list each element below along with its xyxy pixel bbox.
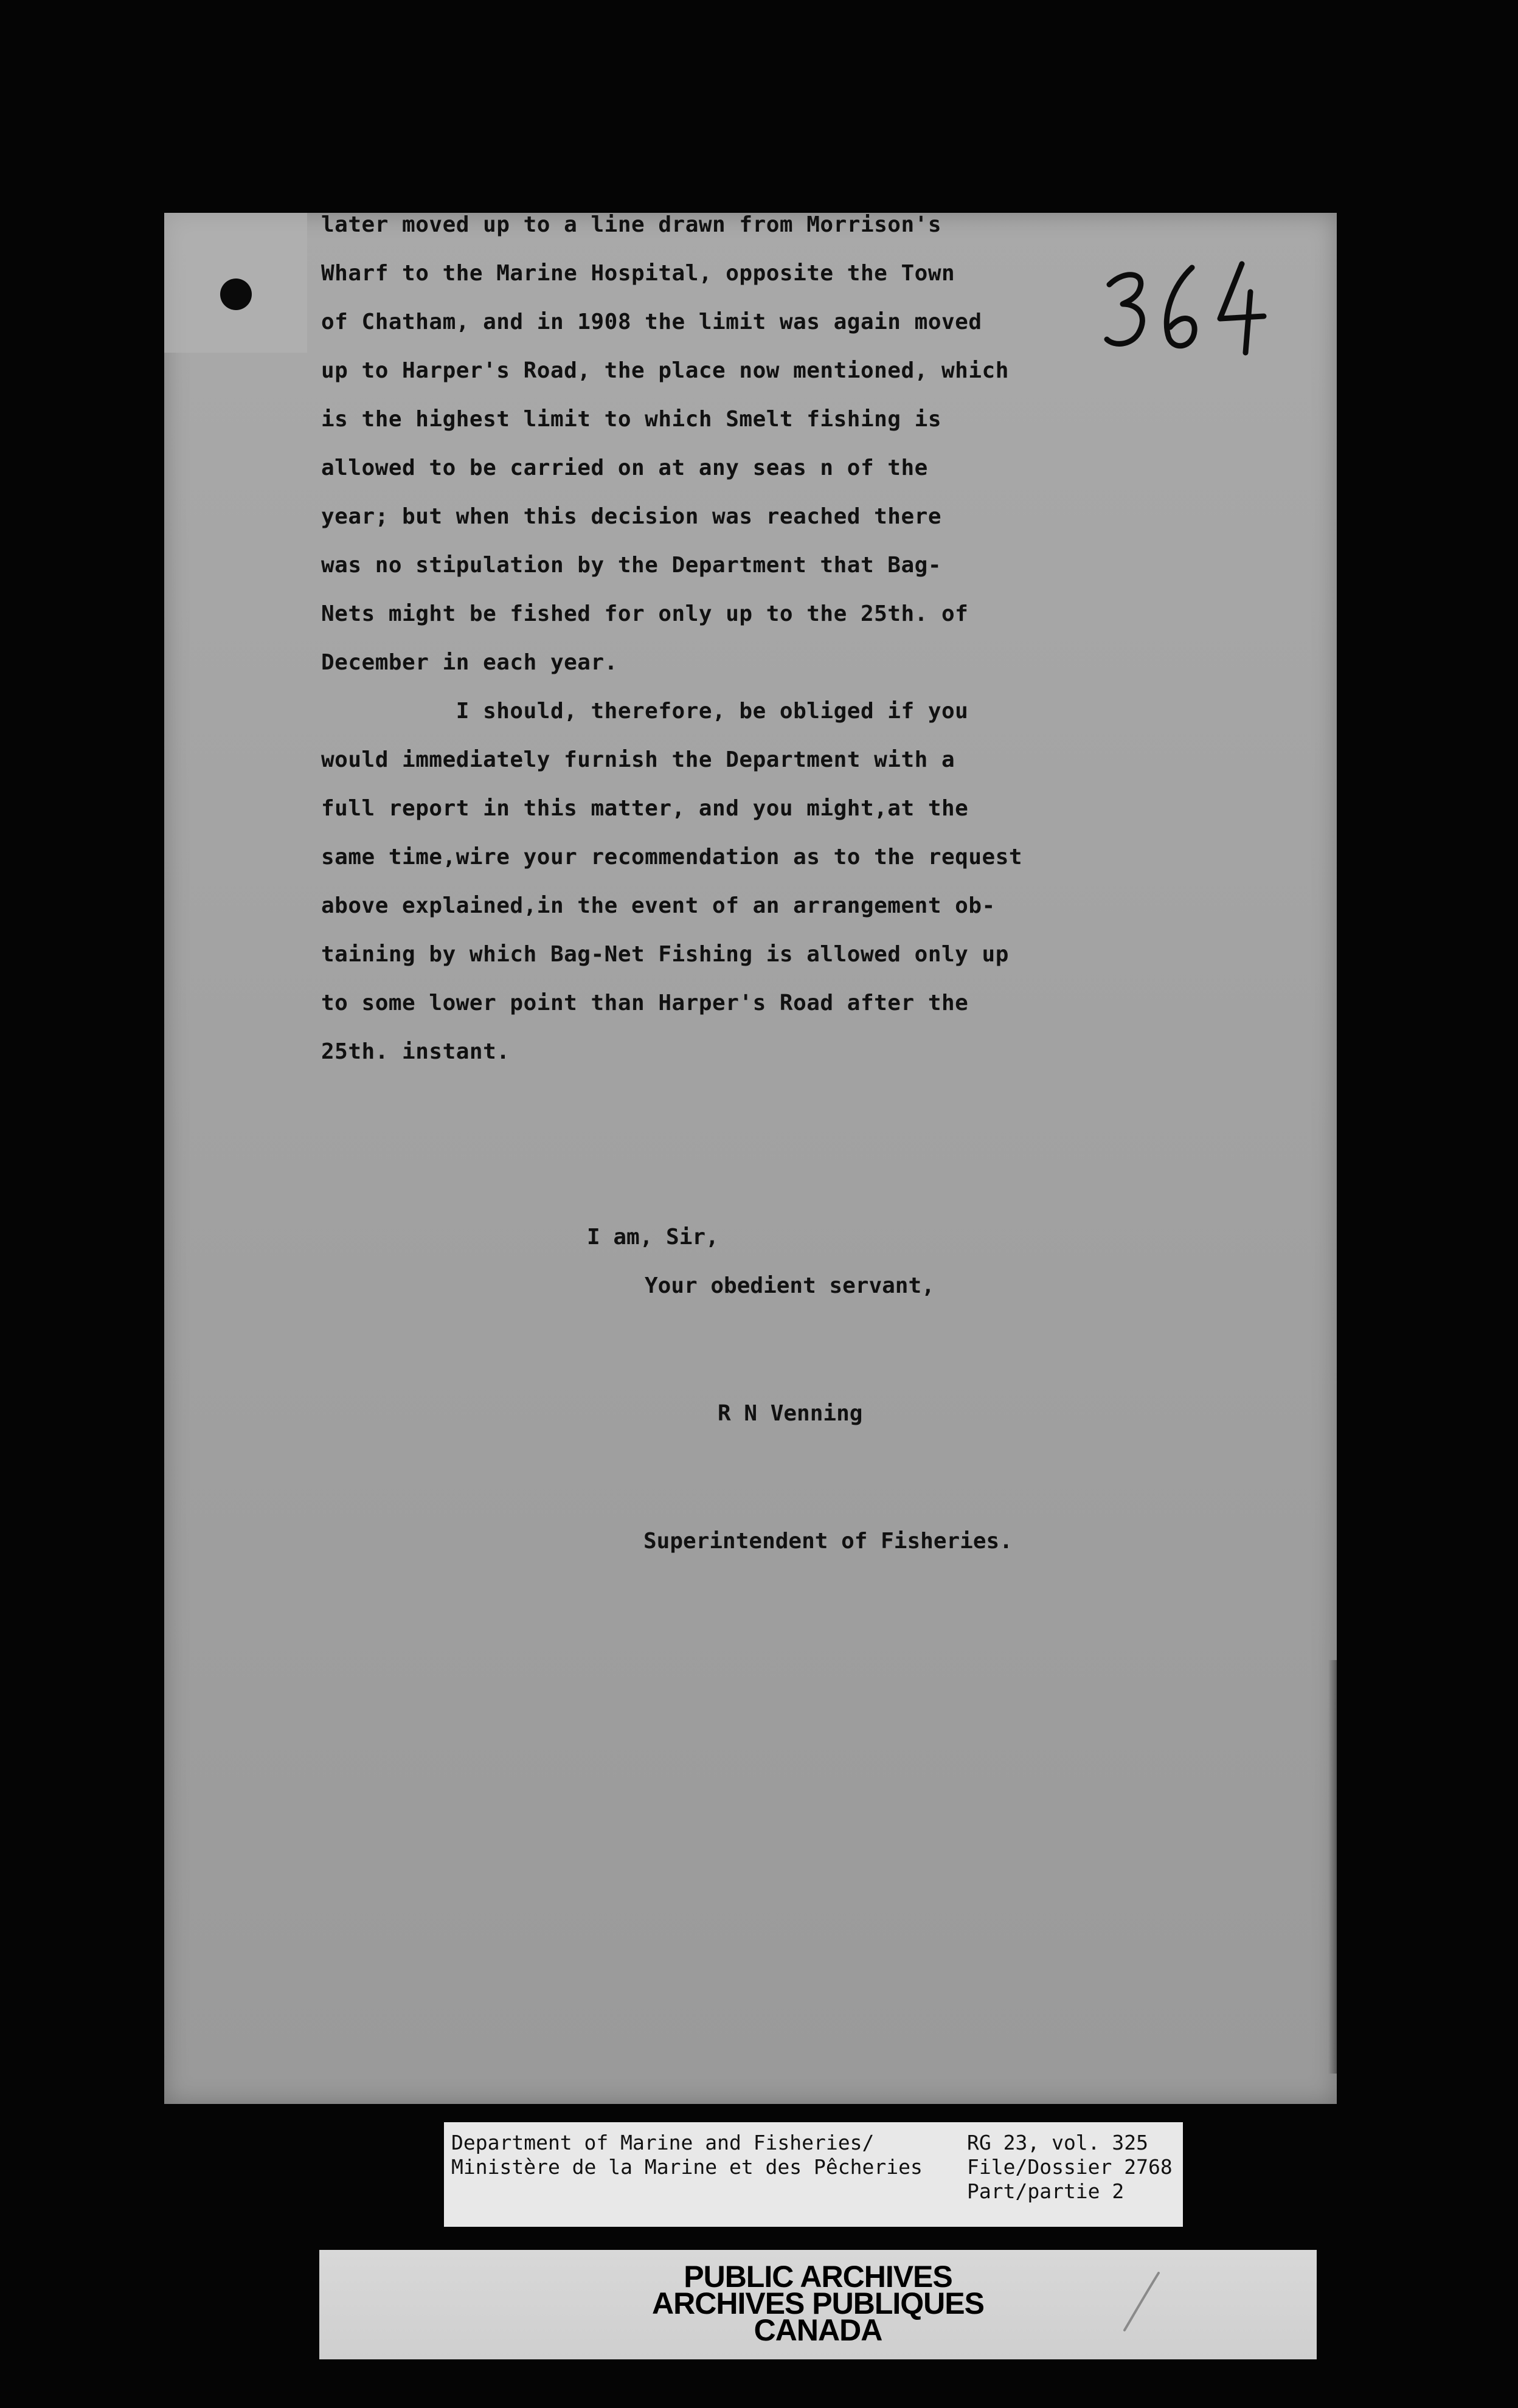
file-reference <box>967 2131 1173 2204</box>
punch-hole <box>220 279 252 310</box>
department-fr: Ministère de la Marine et des Pêcheries <box>451 2155 923 2179</box>
letter-line: would immediately furnish the Department with a <box>321 747 955 772</box>
stamp-line-country: CANADA <box>754 2313 882 2347</box>
letter-line: same time,wire your recommendation as to the request <box>321 845 1023 870</box>
letter-line: Wharf to the Marine Hospital, opposite the Town <box>321 261 955 286</box>
letter-body <box>321 201 1166 1076</box>
letter-line: was no stipulation by the Department that Bag- <box>321 553 941 578</box>
file-number: File/Dossier 2768 <box>967 2155 1173 2179</box>
letter-line: to some lower point than Harper's Road after the <box>321 991 969 1015</box>
department-names <box>451 2131 923 2179</box>
record-group: RG 23, vol. 325 <box>967 2131 1149 2154</box>
pencil-tick-mark <box>1116 2268 1171 2335</box>
page-edge-shadow <box>1328 1660 1337 2074</box>
signer-name: R N Venning <box>718 1401 863 1426</box>
complimentary-close: Your obedient servant, <box>645 1273 935 1298</box>
letter-line: full report in this matter, and you might,at the <box>321 796 969 821</box>
letter-line: I should, therefore, be obliged if you <box>321 699 969 724</box>
public-archives-stamp <box>319 2250 1317 2359</box>
signer-title: Superintendent of Fisheries. <box>643 1529 1013 1554</box>
letter-line: year; but when this decision was reached there <box>321 504 941 529</box>
letter-line: is the highest limit to which Smelt fishing is <box>321 407 941 432</box>
letter-line: Nets might be fished for only up to the 25th. of <box>321 601 969 626</box>
salutation: I am, Sir, <box>587 1225 719 1250</box>
stamp-line-fr: ARCHIVES PUBLIQUES <box>652 2286 984 2320</box>
letter-line: up to Harper's Road, the place now mentioned, which <box>321 358 1009 383</box>
letter-line: of Chatham, and in 1908 the limit was again moved <box>321 310 982 334</box>
letter-line: above explained,in the event of an arrangement ob- <box>321 893 996 918</box>
letter-line: taining by which Bag-Net Fishing is allowed only up <box>321 942 1009 967</box>
letter-line: later moved up to a line drawn from Morrison's <box>321 212 941 237</box>
department-en: Department of Marine and Fisheries/ <box>451 2131 875 2154</box>
letter-line: 25th. instant. <box>321 1039 510 1064</box>
letter-line: allowed to be carried on at any seas n of the <box>321 455 928 480</box>
stamp-line-en: PUBLIC ARCHIVES <box>684 2260 952 2294</box>
part-number: Part/partie 2 <box>967 2179 1125 2203</box>
letter-line: December in each year. <box>321 650 618 675</box>
archive-reference-label <box>444 2122 1183 2227</box>
